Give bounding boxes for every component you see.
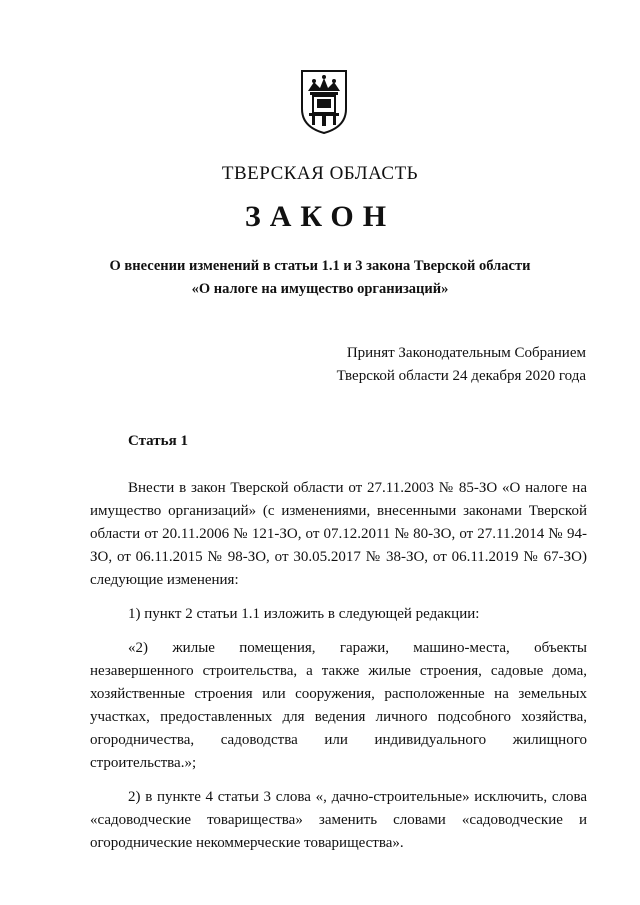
article-heading: Статья 1 [128,433,188,449]
paragraph-item-1-text: «2) жилые помещения, гаражи, машино-места, объекты незавершенного строительства, а также жилые строения, садовые дома, хозяйственные строения или сооружения, расположенные на земельных участках, предоставленных для ведения личного подсобного хозяйства, огородничества, садоводства или индивидуального жилищного строительства.»; [90,640,587,771]
law-title-line: О внесении изменений в статьи 1.1 и 3 закона Тверской области [109,258,531,274]
document-type-heading: ЗАКОН [244,200,396,233]
adoption-note [226,342,586,388]
paragraph-item-2: 2) в пункте 4 статьи 3 слова «, дачно-строительные» исключить, слова «садоводческие товарищества» заменить словами «садоводческие и огороднические некоммерческие товарищества». [90,789,587,851]
paragraph-intro: Внести в закон Тверской области от 27.11.2003 № 85-ЗО «О налоге на имущество организаций» (с изменениями, внесенными законами Тверской области от 20.11.2006 № 121-ЗО, от 07.12.2011 № 80-ЗО, от 27.11.2014 № 94-ЗО, от 06.11.2015 № 98-ЗО, от 30.05.2017 № 38-ЗО, от 06.11.2019 № 67-ЗО) следующие изменения: [90,480,587,588]
law-title [60,255,580,301]
region-name: ТВЕРСКАЯ ОБЛАСТЬ [221,163,419,184]
tver-coat-of-arms-icon [300,69,348,135]
law-title-line: «О налоге на имущество организаций» [191,281,449,297]
adoption-note-line: Принят Законодательным Собранием [346,345,586,361]
article-body [90,477,587,855]
paragraph-item-1: 1) пункт 2 статьи 1.1 изложить в следующей редакции: [128,606,480,622]
adoption-note-line: Тверской области 24 декабря 2020 года [336,368,586,384]
